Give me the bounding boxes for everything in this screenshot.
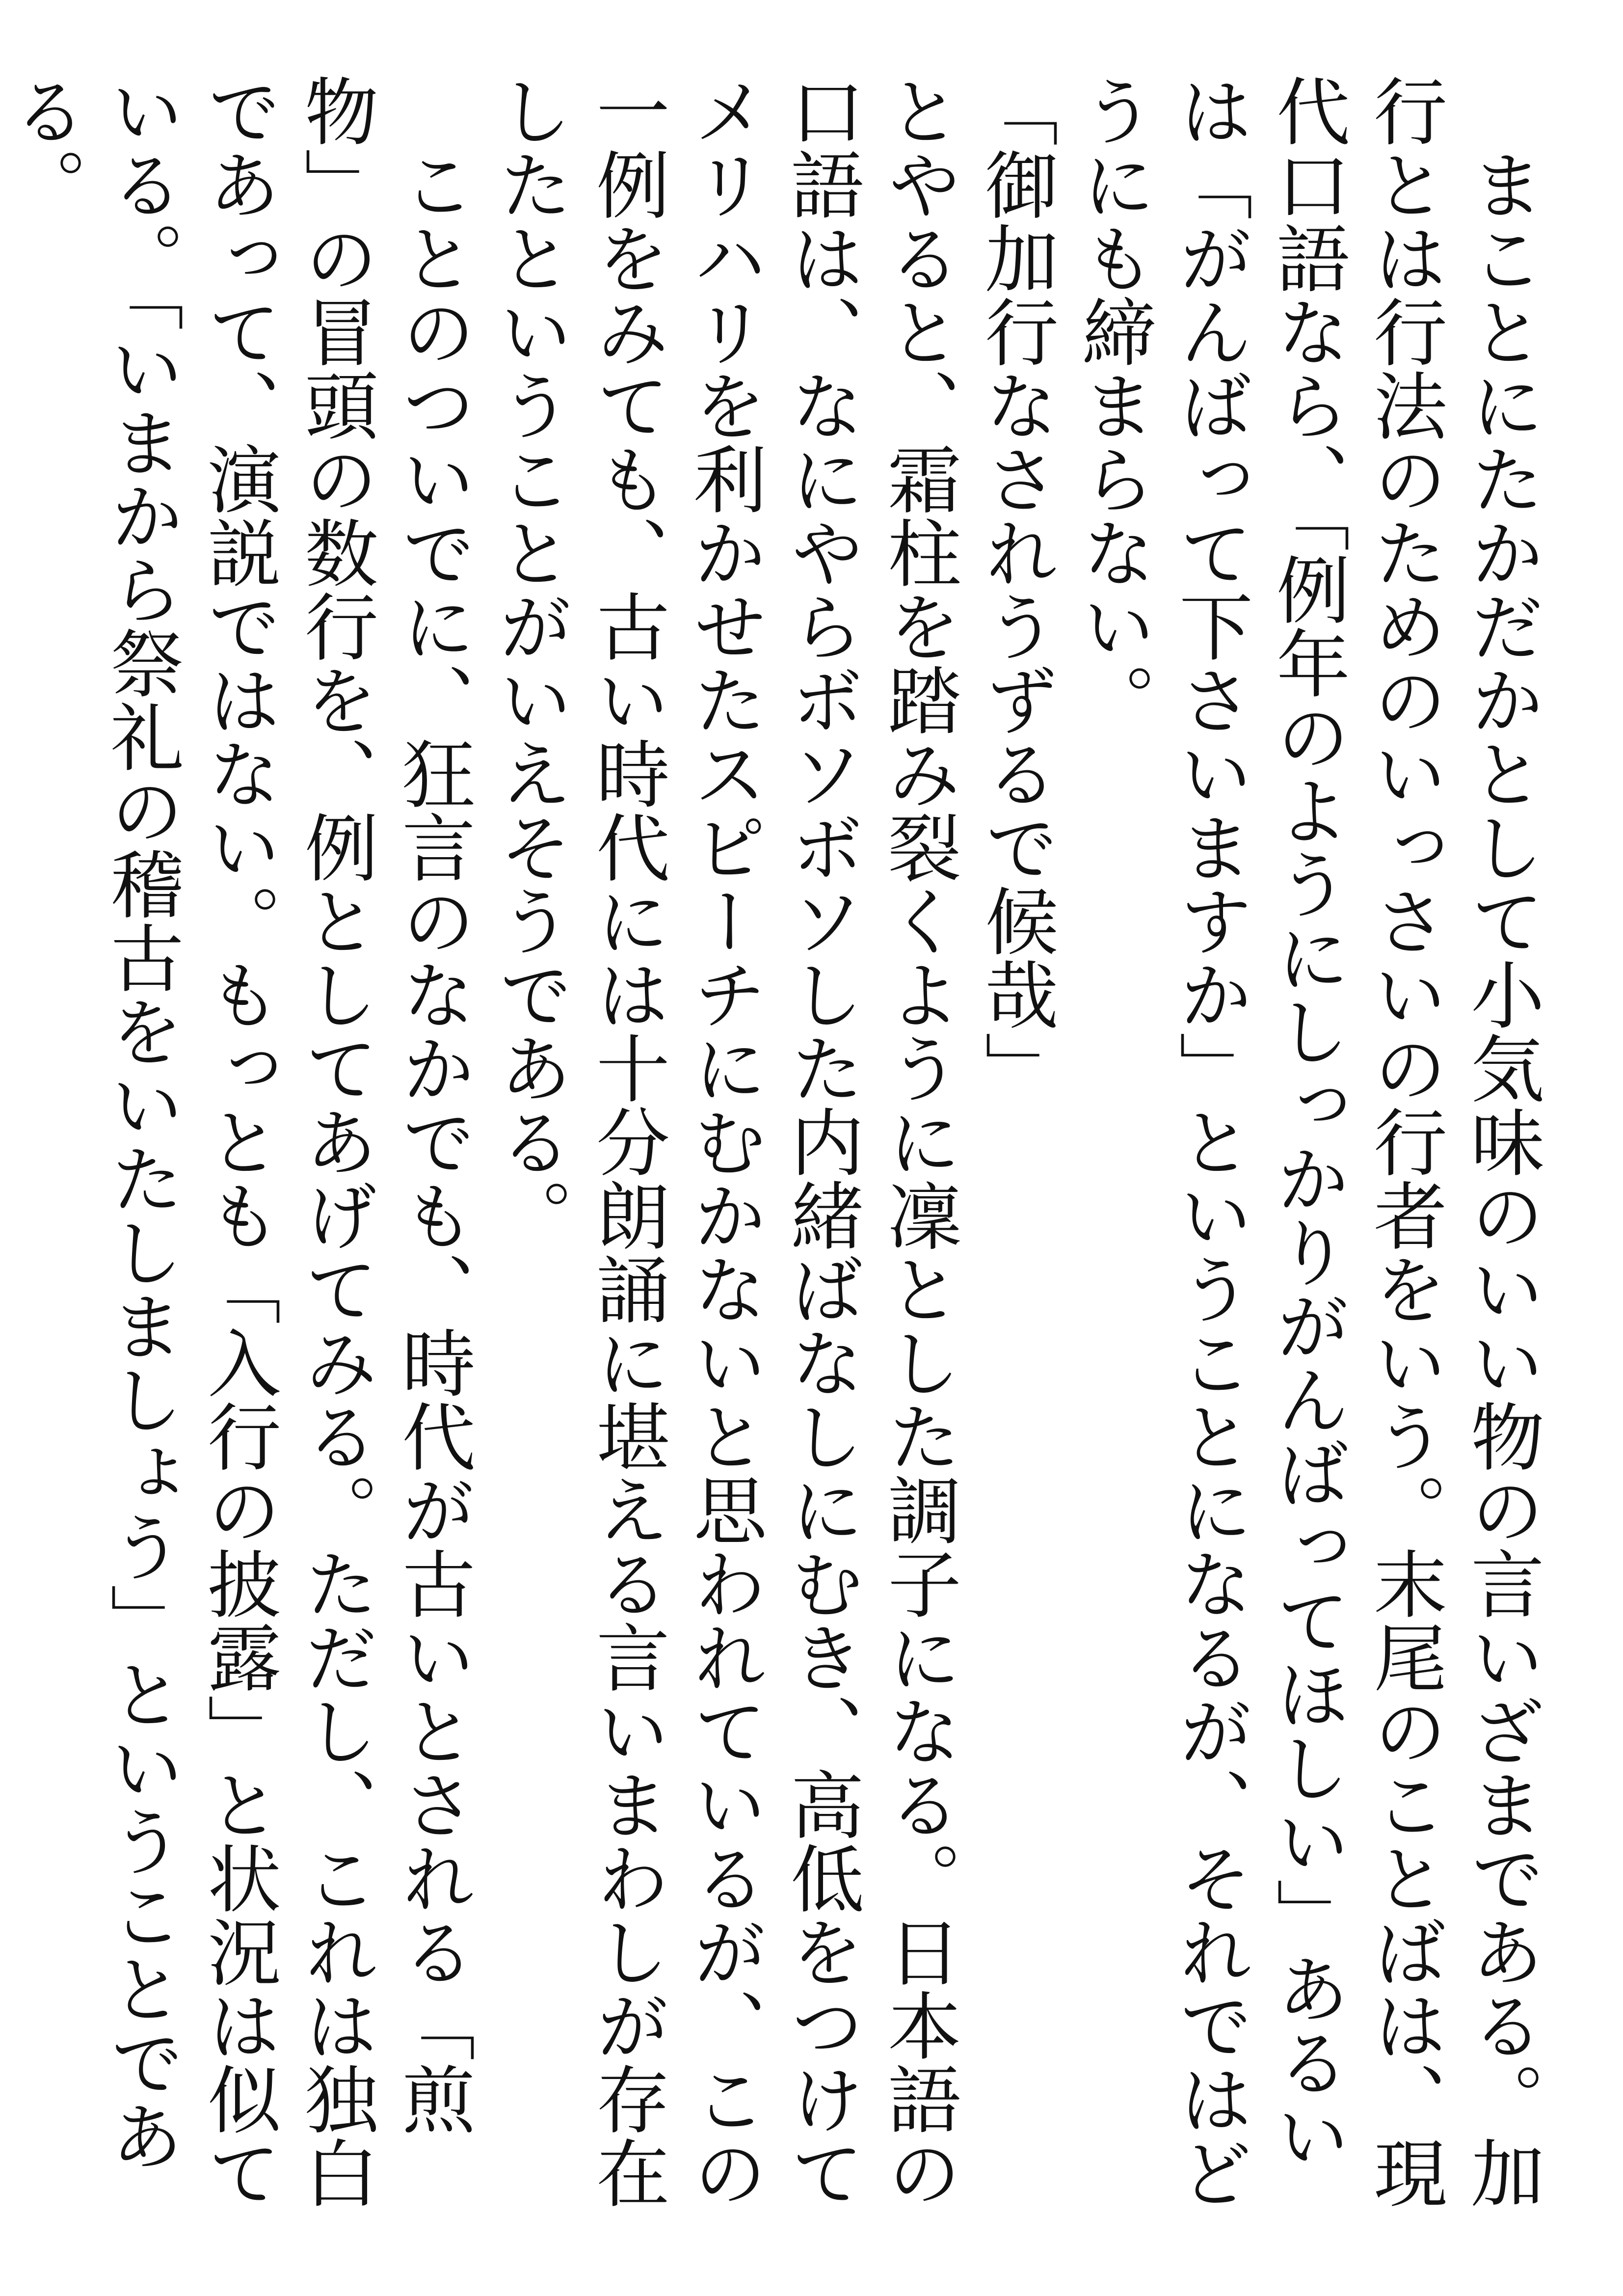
paragraph-1: まことにたかだかとして小気味のいい物の言いざまである。加行とは行法のためのいっさいの行者をいう。末尾のことばは、現代口語なら、「例年のようにしっかりがんばってほしい」あるいは「がんばって下さいますか」ということになるが、それではどうにも締まらない。 (1069, 74, 1543, 2209)
vertical-text-block (0, 74, 1549, 2224)
paragraph-2: とやると、霜柱を踏み裂くように凜とした調子になる。日本語の口語は、なにやらボソボソした内緒ばなしにむき、高低をつけてメリハリを利かせたスピーチにむかないと思われているが、この一例をみても、古い時代には十分朗誦に堪える言いまわしが存在したということがいえそうである。 (486, 74, 960, 2209)
paragraph-3: ことのついでに、狂言のなかでも、時代が古いとされる「煎物」の冒頭の数行を、例としてあげてみる。ただし、これは独白であって、演説ではない。もっとも「入行の披露」と状況は似ている。「いまから祭礼の稽古をいたしましょう」ということである。 (0, 74, 475, 2209)
quote-1: 「御加行なされうずるで候哉」 (972, 74, 1058, 1105)
